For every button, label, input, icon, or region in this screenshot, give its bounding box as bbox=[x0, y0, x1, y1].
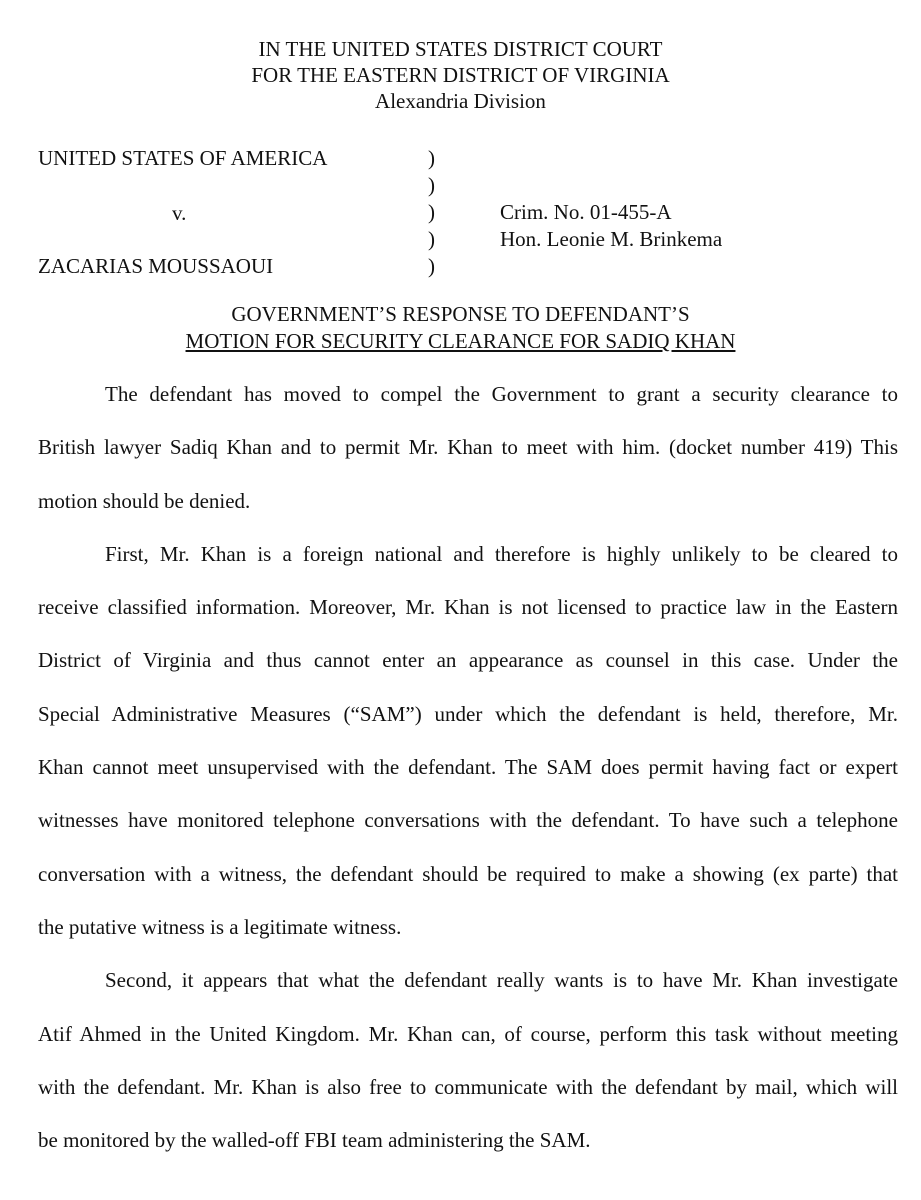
document-title bbox=[0, 301, 921, 355]
case-number: Crim. No. 01-455-A bbox=[500, 200, 672, 224]
paragraph-1-line: motion should be denied. bbox=[38, 488, 251, 513]
caption-paren: ) bbox=[428, 254, 435, 278]
court-division: Alexandria Division bbox=[375, 89, 546, 113]
versus-label: v. bbox=[172, 201, 187, 225]
paragraph-3-line: Second, it appears that what the defendant really wants is to have Mr. Khan investigate bbox=[105, 968, 898, 993]
title-line1: GOVERNMENT’S RESPONSE TO DEFENDANT’S bbox=[231, 302, 690, 326]
paragraph-2-line: receive classified information. Moreover, Mr. Khan is not licensed to practice law in the Eastern bbox=[38, 595, 898, 620]
paragraph-2-line: Special Administrative Measures (“SAM”) under which the defendant is held, therefore, Mr. bbox=[38, 701, 898, 726]
paragraph-2-line: the putative witness is a legitimate witness. bbox=[38, 914, 402, 939]
caption-paren: ) bbox=[428, 200, 435, 224]
judge-name: Hon. Leonie M. Brinkema bbox=[500, 227, 723, 251]
paragraph-1-line: British lawyer Sadiq Khan and to permit Mr. Khan to meet with him. (docket number 419) This bbox=[38, 435, 898, 460]
plaintiff-name: UNITED STATES OF AMERICA bbox=[38, 146, 328, 170]
paragraph-3-line: be monitored by the walled-off FBI team administering the SAM. bbox=[38, 1128, 591, 1153]
defendant-name: ZACARIAS MOUSSAOUI bbox=[38, 254, 274, 278]
paragraph-2-line: District of Virginia and thus cannot enter an appearance as counsel in this case. Under the bbox=[38, 648, 898, 673]
paragraph-2-line: witnesses have monitored telephone conversations with the defendant. To have such a telephone bbox=[38, 808, 898, 833]
paragraph-3-line: with the defendant. Mr. Khan is also free to communicate with the defendant by mail, which will bbox=[38, 1074, 898, 1099]
caption-paren: ) bbox=[428, 227, 435, 251]
paragraph-1-line: The defendant has moved to compel the Government to grant a security clearance to bbox=[105, 382, 898, 406]
court-name-line1: IN THE UNITED STATES DISTRICT COURT bbox=[258, 37, 663, 61]
case-caption bbox=[0, 0, 921, 290]
document-body bbox=[38, 377, 898, 1176]
paragraph-2-line: First, Mr. Khan is a foreign national and therefore is highly unlikely to be cleared to bbox=[105, 541, 898, 566]
paragraph-3-line: Atif Ahmed in the United Kingdom. Mr. Khan can, of course, perform this task without meeting bbox=[38, 1021, 898, 1046]
court-name-line2: FOR THE EASTERN DISTRICT OF VIRGINIA bbox=[251, 63, 670, 87]
title-line2: MOTION FOR SECURITY CLEARANCE FOR SADIQ KHAN bbox=[185, 329, 736, 353]
paragraph-2-line: conversation with a witness, the defendant should be required to make a showing (ex parte) that bbox=[38, 861, 898, 886]
paragraph-2-line: Khan cannot meet unsupervised with the defendant. The SAM does permit having fact or expert bbox=[38, 755, 898, 780]
caption-paren: ) bbox=[428, 146, 435, 170]
caption-paren: ) bbox=[428, 173, 435, 197]
